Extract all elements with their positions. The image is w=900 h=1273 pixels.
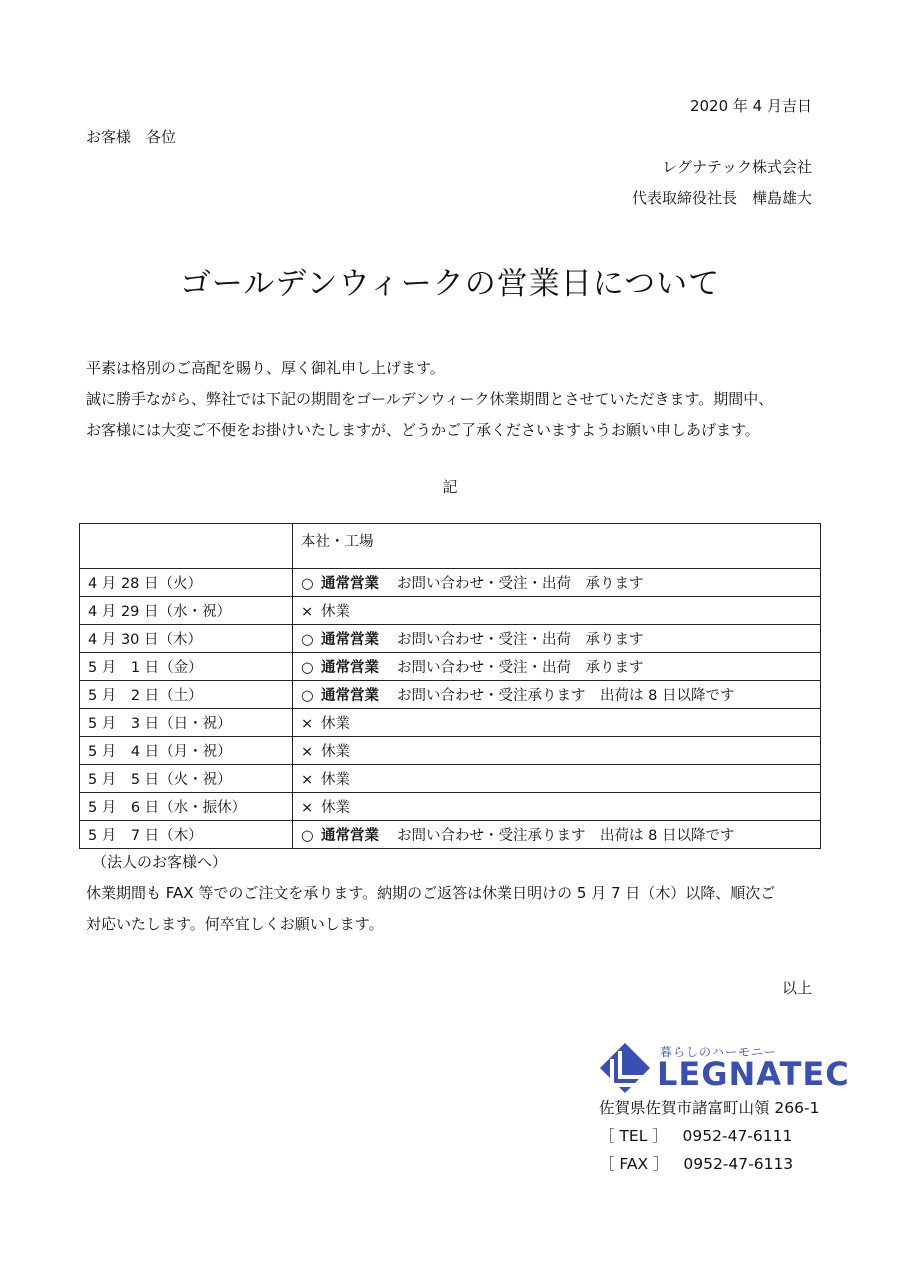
row-status-label: 通常営業: [321, 632, 379, 648]
body-line-1: 平素は格別のご高配を賜り、厚く御礼申し上げます。: [86, 359, 445, 377]
row-date-cell: 5 月 6 日（水・振休）: [80, 793, 293, 821]
row-note: お問い合わせ・受注承ります 出荷は 8 日以降です: [397, 688, 735, 704]
row-date-cell: 4 月 28 日（火）: [80, 569, 293, 597]
row-note: 休業: [321, 604, 350, 620]
row-status-cell: [293, 737, 821, 765]
table-row: [80, 793, 821, 821]
table-row: [80, 765, 821, 793]
row-date-cell: 5 月 1 日（金）: [80, 653, 293, 681]
table-row: [80, 597, 821, 625]
circle-mark-icon: ○: [301, 632, 314, 648]
row-status-cell: [293, 681, 821, 709]
row-status-label: 通常営業: [321, 660, 379, 676]
row-status-cell: [293, 569, 821, 597]
header-cell: 本社・工場: [293, 524, 821, 569]
table-row: [80, 653, 821, 681]
tel-number: 0952-47-6111: [682, 1127, 793, 1145]
table-row: [80, 737, 821, 765]
cross-mark-icon: ×: [301, 604, 314, 620]
body-line-2: 誠に勝手ながら、弊社では下記の期間をゴールデンウィーク休業期間とさせていただきます。期間中、: [86, 390, 774, 408]
row-note: お問い合わせ・受注・出荷 承ります: [397, 660, 644, 676]
fax-number: 0952-47-6113: [683, 1155, 794, 1173]
row-note: 休業: [321, 772, 350, 788]
company-name: レグナテック株式会社: [662, 158, 812, 176]
notes-line-2: 対応いたします。何卒宜しくお願いします。: [86, 915, 384, 933]
closing-mark: 以上: [781, 979, 812, 997]
row-date-cell: 5 月 2 日（土）: [80, 681, 293, 709]
row-date-cell: 5 月 5 日（火・祝）: [80, 765, 293, 793]
row-status-cell: [293, 625, 821, 653]
representative-name: 代表取締役社長 樺島雄大: [631, 189, 812, 207]
tel-line: [599, 1124, 792, 1146]
table-header-row: [80, 524, 821, 569]
logo-tagline: 暮らしのハーモニー: [660, 1045, 778, 1059]
row-date-cell: 4 月 30 日（木）: [80, 625, 293, 653]
row-status-cell: [293, 653, 821, 681]
cross-mark-icon: ×: [301, 800, 314, 816]
circle-mark-icon: ○: [301, 660, 314, 676]
page-title: ゴールデンウィークの営業日について: [179, 266, 721, 302]
row-status-label: 通常営業: [321, 688, 379, 704]
table-row: [80, 709, 821, 737]
table-row: [80, 821, 821, 849]
row-date-cell: 5 月 7 日（木）: [80, 821, 293, 849]
cross-mark-icon: ×: [301, 744, 314, 760]
row-status-cell: [293, 597, 821, 625]
row-status-cell: [293, 793, 821, 821]
schedule-table: [79, 523, 821, 849]
fax-line: [599, 1152, 793, 1174]
row-note: 休業: [321, 744, 350, 760]
row-status-label: 通常営業: [321, 828, 379, 844]
row-status-cell: [293, 765, 821, 793]
row-note: 休業: [321, 716, 350, 732]
row-status-cell: [293, 821, 821, 849]
row-status-cell: [293, 709, 821, 737]
row-date-cell: 5 月 4 日（月・祝）: [80, 737, 293, 765]
row-date-cell: 4 月 29 日（水・祝）: [80, 597, 293, 625]
logo-wordmark: LEGNATEC: [657, 1055, 850, 1093]
row-note: お問い合わせ・受注承ります 出荷は 8 日以降です: [397, 828, 735, 844]
table-row: [80, 681, 821, 709]
row-note: お問い合わせ・受注・出荷 承ります: [397, 576, 644, 592]
notes-line-1: 休業期間も FAX 等でのご注文を承ります。納期のご返答は休業日明けの 5 月 7 日（木）以降、順次ご: [86, 884, 776, 902]
document-date: 2020 年 4 月吉日: [689, 97, 812, 115]
addressee: お客様 各位: [86, 128, 177, 146]
body-line-3: お客様には大変ご不便をお掛けいたしますが、どうかご了承くださいますようお願い申しあげます。: [86, 421, 760, 439]
row-note: お問い合わせ・受注・出荷 承ります: [397, 632, 644, 648]
ki-marker: 記: [442, 478, 458, 496]
notes-heading: （法人のお客様へ）: [92, 853, 228, 871]
circle-mark-icon: ○: [301, 576, 314, 592]
notes-body: [86, 878, 821, 940]
circle-mark-icon: ○: [301, 828, 314, 844]
table-row: [80, 625, 821, 653]
row-note: 休業: [321, 800, 350, 816]
fax-label: ［ FAX ］: [599, 1155, 669, 1173]
company-address: 佐賀県佐賀市諸富町山領 266-1: [599, 1099, 820, 1117]
tel-label: ［ TEL ］: [599, 1127, 668, 1145]
header-empty-cell: [80, 524, 293, 569]
row-date-cell: 5 月 3 日（日・祝）: [80, 709, 293, 737]
cross-mark-icon: ×: [301, 772, 314, 788]
row-status-label: 通常営業: [321, 576, 379, 592]
circle-mark-icon: ○: [301, 688, 314, 704]
table-row: [80, 569, 821, 597]
cross-mark-icon: ×: [301, 716, 314, 732]
